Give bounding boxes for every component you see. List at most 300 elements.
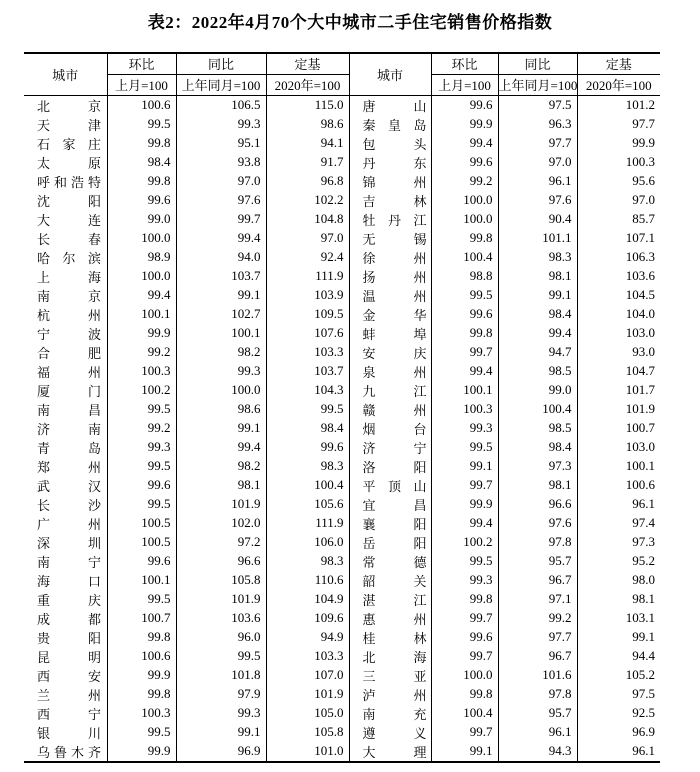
table-row — [24, 210, 660, 229]
base-value-cell: 99.6 — [266, 438, 349, 457]
base-value-cell: 106.0 — [266, 533, 349, 552]
base-value-cell: 96.1 — [577, 742, 660, 762]
base-value-cell: 104.8 — [266, 210, 349, 229]
city-cell — [349, 457, 431, 476]
mom-value-cell: 99.5 — [107, 400, 176, 419]
city-cell — [24, 628, 107, 647]
table-row — [24, 267, 660, 286]
city-name: 成都 — [37, 611, 101, 627]
city-cell — [24, 514, 107, 533]
mom-value-cell: 99.4 — [431, 134, 498, 153]
city-cell — [24, 400, 107, 419]
yoy-value-cell: 97.5 — [498, 95, 577, 115]
city-name: 无锡 — [362, 231, 427, 247]
table-row — [24, 552, 660, 571]
city-cell — [349, 438, 431, 457]
table-header — [24, 53, 660, 95]
base-value-cell: 109.5 — [266, 305, 349, 324]
base-value-cell: 103.0 — [577, 324, 660, 343]
mom-value-cell: 99.6 — [431, 628, 498, 647]
city-cell — [24, 571, 107, 590]
city-name: 乌鲁木齐 — [37, 744, 101, 760]
base-value-cell: 98.0 — [577, 571, 660, 590]
yoy-value-cell: 96.1 — [498, 723, 577, 742]
city-name: 深圳 — [37, 535, 101, 551]
city-cell — [349, 362, 431, 381]
base-value-cell: 101.9 — [577, 400, 660, 419]
mom-value-cell: 99.7 — [431, 723, 498, 742]
base-value-cell: 110.6 — [266, 571, 349, 590]
city-name: 南宁 — [37, 554, 101, 570]
city-cell — [24, 172, 107, 191]
city-cell — [24, 476, 107, 495]
yoy-value-cell: 102.0 — [176, 514, 266, 533]
base-value-cell: 97.3 — [577, 533, 660, 552]
mom-value-cell: 99.7 — [431, 476, 498, 495]
mom-value-cell: 99.2 — [107, 419, 176, 438]
yoy-value-cell: 94.3 — [498, 742, 577, 762]
city-cell — [24, 343, 107, 362]
yoy-value-cell: 95.1 — [176, 134, 266, 153]
base-value-cell: 111.9 — [266, 514, 349, 533]
city-name: 安庆 — [362, 345, 427, 361]
yoy-value-cell: 98.1 — [498, 476, 577, 495]
header-mom-left: 环比 — [107, 53, 176, 74]
base-value-cell: 105.8 — [266, 723, 349, 742]
mom-value-cell: 100.2 — [107, 381, 176, 400]
header-row-sub — [24, 74, 660, 95]
mom-value-cell: 99.9 — [107, 742, 176, 762]
city-cell — [24, 609, 107, 628]
city-cell — [24, 191, 107, 210]
table-row — [24, 362, 660, 381]
base-value-cell: 95.2 — [577, 552, 660, 571]
mom-value-cell: 99.5 — [107, 723, 176, 742]
yoy-value-cell: 99.3 — [176, 362, 266, 381]
table-row — [24, 476, 660, 495]
city-cell — [349, 229, 431, 248]
table-row — [24, 229, 660, 248]
city-cell — [349, 495, 431, 514]
city-name: 赣州 — [362, 402, 427, 418]
base-value-cell: 107.0 — [266, 666, 349, 685]
header-yoy-left: 同比 — [176, 53, 266, 74]
city-name: 平顶山 — [362, 478, 427, 494]
yoy-value-cell: 99.5 — [176, 647, 266, 666]
city-name: 海口 — [37, 573, 101, 589]
city-name: 郑州 — [37, 459, 101, 475]
city-name: 泸州 — [362, 687, 427, 703]
city-cell — [349, 305, 431, 324]
mom-value-cell: 99.8 — [107, 628, 176, 647]
city-cell — [349, 723, 431, 742]
mom-value-cell: 100.0 — [107, 267, 176, 286]
price-index-table — [24, 52, 660, 763]
base-value-cell: 105.6 — [266, 495, 349, 514]
city-cell — [349, 552, 431, 571]
table-row — [24, 685, 660, 704]
base-value-cell: 109.6 — [266, 609, 349, 628]
city-name: 西安 — [37, 668, 101, 684]
yoy-value-cell: 98.4 — [498, 305, 577, 324]
base-value-cell: 107.6 — [266, 324, 349, 343]
mom-value-cell: 99.8 — [107, 172, 176, 191]
mom-value-cell: 99.3 — [107, 438, 176, 457]
city-name: 青岛 — [37, 440, 101, 456]
table-row — [24, 628, 660, 647]
city-name: 北京 — [37, 98, 101, 114]
city-name: 惠州 — [362, 611, 427, 627]
mom-value-cell: 100.2 — [431, 533, 498, 552]
base-value-cell: 97.4 — [577, 514, 660, 533]
city-name: 昆明 — [37, 649, 101, 665]
yoy-value-cell: 97.7 — [498, 628, 577, 647]
city-cell — [24, 723, 107, 742]
mom-value-cell: 99.9 — [107, 324, 176, 343]
mom-value-cell: 100.1 — [431, 381, 498, 400]
header-base-sub-right: 2020年=100 — [577, 74, 660, 95]
city-name: 三亚 — [362, 668, 427, 684]
table-row — [24, 533, 660, 552]
base-value-cell: 106.3 — [577, 248, 660, 267]
city-cell — [24, 286, 107, 305]
city-name: 福州 — [37, 364, 101, 380]
mom-value-cell: 99.3 — [431, 571, 498, 590]
yoy-value-cell: 98.3 — [498, 248, 577, 267]
table-row — [24, 248, 660, 267]
yoy-value-cell: 96.7 — [498, 571, 577, 590]
city-name: 岳阳 — [362, 535, 427, 551]
yoy-value-cell: 99.3 — [176, 704, 266, 723]
base-value-cell: 103.3 — [266, 343, 349, 362]
mom-value-cell: 98.9 — [107, 248, 176, 267]
base-value-cell: 103.0 — [577, 438, 660, 457]
city-cell — [349, 95, 431, 115]
city-name: 哈尔滨 — [37, 250, 101, 266]
yoy-value-cell: 96.1 — [498, 172, 577, 191]
city-cell — [24, 210, 107, 229]
mom-value-cell: 100.6 — [107, 95, 176, 115]
city-name: 西宁 — [37, 706, 101, 722]
city-cell — [349, 267, 431, 286]
city-cell — [349, 609, 431, 628]
mom-value-cell: 100.0 — [107, 229, 176, 248]
mom-value-cell: 100.5 — [107, 514, 176, 533]
table-row — [24, 590, 660, 609]
base-value-cell: 100.3 — [577, 153, 660, 172]
city-cell — [349, 704, 431, 723]
yoy-value-cell: 97.9 — [176, 685, 266, 704]
table-row — [24, 191, 660, 210]
yoy-value-cell: 96.9 — [176, 742, 266, 762]
city-cell — [24, 229, 107, 248]
yoy-value-cell: 96.6 — [176, 552, 266, 571]
city-cell — [349, 647, 431, 666]
header-yoy-right: 同比 — [498, 53, 577, 74]
yoy-value-cell: 98.1 — [176, 476, 266, 495]
city-name: 重庆 — [37, 592, 101, 608]
mom-value-cell: 99.0 — [107, 210, 176, 229]
yoy-value-cell: 99.1 — [498, 286, 577, 305]
city-cell — [349, 191, 431, 210]
city-name: 牡丹江 — [362, 212, 427, 228]
mom-value-cell: 98.8 — [431, 267, 498, 286]
mom-value-cell: 99.6 — [431, 95, 498, 115]
base-value-cell: 101.7 — [577, 381, 660, 400]
city-cell — [349, 134, 431, 153]
city-cell — [24, 305, 107, 324]
base-value-cell: 103.9 — [266, 286, 349, 305]
table-row — [24, 95, 660, 115]
city-cell — [24, 552, 107, 571]
yoy-value-cell: 95.7 — [498, 704, 577, 723]
city-cell — [349, 419, 431, 438]
city-cell — [24, 267, 107, 286]
city-name: 包头 — [362, 136, 427, 152]
city-name: 扬州 — [362, 269, 427, 285]
mom-value-cell: 100.4 — [431, 704, 498, 723]
base-value-cell: 97.5 — [577, 685, 660, 704]
base-value-cell: 101.0 — [266, 742, 349, 762]
city-name: 丹东 — [362, 155, 427, 171]
mom-value-cell: 99.3 — [431, 419, 498, 438]
mom-value-cell: 99.8 — [431, 324, 498, 343]
mom-value-cell: 99.9 — [107, 666, 176, 685]
base-value-cell: 96.8 — [266, 172, 349, 191]
city-name: 韶关 — [362, 573, 427, 589]
header-mom-sub-right: 上月=100 — [431, 74, 498, 95]
yoy-value-cell: 105.8 — [176, 571, 266, 590]
city-cell — [24, 381, 107, 400]
base-value-cell: 103.3 — [266, 647, 349, 666]
city-name: 厦门 — [37, 383, 101, 399]
table-row — [24, 153, 660, 172]
yoy-value-cell: 99.3 — [176, 115, 266, 134]
mom-value-cell: 99.8 — [431, 685, 498, 704]
city-name: 蚌埠 — [362, 326, 427, 342]
yoy-value-cell: 97.6 — [498, 191, 577, 210]
base-value-cell: 100.4 — [266, 476, 349, 495]
city-cell — [24, 590, 107, 609]
mom-value-cell: 99.5 — [431, 552, 498, 571]
city-cell — [349, 628, 431, 647]
mom-value-cell: 99.8 — [431, 229, 498, 248]
base-value-cell: 100.7 — [577, 419, 660, 438]
header-mom-right: 环比 — [431, 53, 498, 74]
yoy-value-cell: 106.5 — [176, 95, 266, 115]
mom-value-cell: 99.2 — [431, 172, 498, 191]
yoy-value-cell: 94.0 — [176, 248, 266, 267]
base-value-cell: 92.5 — [577, 704, 660, 723]
base-value-cell: 102.2 — [266, 191, 349, 210]
mom-value-cell: 99.1 — [431, 457, 498, 476]
mom-value-cell: 99.5 — [107, 495, 176, 514]
city-name: 大理 — [362, 744, 427, 760]
city-name: 南充 — [362, 706, 427, 722]
city-name: 北海 — [362, 649, 427, 665]
yoy-value-cell: 101.8 — [176, 666, 266, 685]
city-name: 武汉 — [37, 478, 101, 494]
city-name: 太原 — [37, 155, 101, 171]
yoy-value-cell: 97.2 — [176, 533, 266, 552]
city-name: 南昌 — [37, 402, 101, 418]
city-name: 锦州 — [362, 174, 427, 190]
city-cell — [349, 324, 431, 343]
mom-value-cell: 99.6 — [431, 153, 498, 172]
table-row — [24, 305, 660, 324]
yoy-value-cell: 100.1 — [176, 324, 266, 343]
yoy-value-cell: 99.1 — [176, 286, 266, 305]
city-cell — [349, 286, 431, 305]
base-value-cell: 98.3 — [266, 457, 349, 476]
yoy-value-cell: 99.2 — [498, 609, 577, 628]
table-row — [24, 286, 660, 305]
yoy-value-cell: 97.0 — [498, 153, 577, 172]
table-row — [24, 495, 660, 514]
yoy-value-cell: 97.7 — [498, 134, 577, 153]
base-value-cell: 97.7 — [577, 115, 660, 134]
city-cell — [349, 381, 431, 400]
header-base-right: 定基 — [577, 53, 660, 74]
base-value-cell: 99.5 — [266, 400, 349, 419]
yoy-value-cell: 96.0 — [176, 628, 266, 647]
yoy-value-cell: 97.6 — [176, 191, 266, 210]
yoy-value-cell: 99.4 — [176, 438, 266, 457]
base-value-cell: 105.2 — [577, 666, 660, 685]
base-value-cell: 92.4 — [266, 248, 349, 267]
mom-value-cell: 99.5 — [431, 438, 498, 457]
header-mom-sub-left: 上月=100 — [107, 74, 176, 95]
city-name: 湛江 — [362, 592, 427, 608]
city-name: 金华 — [362, 307, 427, 323]
table-row — [24, 172, 660, 191]
mom-value-cell: 100.5 — [107, 533, 176, 552]
base-value-cell: 93.0 — [577, 343, 660, 362]
base-value-cell: 98.1 — [577, 590, 660, 609]
yoy-value-cell: 97.6 — [498, 514, 577, 533]
yoy-value-cell: 103.7 — [176, 267, 266, 286]
base-value-cell: 98.3 — [266, 552, 349, 571]
header-yoy-sub-left: 上年同月=100 — [176, 74, 266, 95]
city-cell — [24, 666, 107, 685]
base-value-cell: 105.0 — [266, 704, 349, 723]
yoy-value-cell: 97.1 — [498, 590, 577, 609]
table-row — [24, 419, 660, 438]
mom-value-cell: 100.6 — [107, 647, 176, 666]
city-cell — [24, 153, 107, 172]
base-value-cell: 98.4 — [266, 419, 349, 438]
mom-value-cell: 99.7 — [431, 647, 498, 666]
table-row — [24, 704, 660, 723]
mom-value-cell: 99.5 — [107, 115, 176, 134]
yoy-value-cell: 96.3 — [498, 115, 577, 134]
city-name: 桂林 — [362, 630, 427, 646]
yoy-value-cell: 101.6 — [498, 666, 577, 685]
city-cell — [349, 590, 431, 609]
base-value-cell: 104.3 — [266, 381, 349, 400]
base-value-cell: 94.9 — [266, 628, 349, 647]
yoy-value-cell: 102.7 — [176, 305, 266, 324]
mom-value-cell: 99.6 — [107, 191, 176, 210]
table-row — [24, 438, 660, 457]
base-value-cell: 99.1 — [577, 628, 660, 647]
base-value-cell: 103.6 — [577, 267, 660, 286]
mom-value-cell: 99.5 — [107, 457, 176, 476]
yoy-value-cell: 100.0 — [176, 381, 266, 400]
yoy-value-cell: 97.3 — [498, 457, 577, 476]
city-cell — [24, 362, 107, 381]
header-base-sub-left: 2020年=100 — [266, 74, 349, 95]
mom-value-cell: 100.3 — [107, 362, 176, 381]
city-cell — [349, 571, 431, 590]
base-value-cell: 96.1 — [577, 495, 660, 514]
city-cell — [24, 742, 107, 762]
mom-value-cell: 100.0 — [431, 666, 498, 685]
yoy-value-cell: 96.6 — [498, 495, 577, 514]
mom-value-cell: 98.4 — [107, 153, 176, 172]
city-cell — [349, 666, 431, 685]
city-name: 秦皇岛 — [362, 117, 427, 133]
city-cell — [349, 172, 431, 191]
yoy-value-cell: 99.4 — [498, 324, 577, 343]
city-cell — [24, 95, 107, 115]
city-name: 唐山 — [362, 98, 427, 114]
mom-value-cell: 100.1 — [107, 305, 176, 324]
base-value-cell: 94.1 — [266, 134, 349, 153]
table-row — [24, 381, 660, 400]
base-value-cell: 94.4 — [577, 647, 660, 666]
city-name: 温州 — [362, 288, 427, 304]
mom-value-cell: 99.6 — [107, 476, 176, 495]
yoy-value-cell: 98.4 — [498, 438, 577, 457]
yoy-value-cell: 99.4 — [176, 229, 266, 248]
yoy-value-cell: 98.2 — [176, 343, 266, 362]
city-cell — [349, 400, 431, 419]
table-row — [24, 115, 660, 134]
yoy-value-cell: 101.9 — [176, 590, 266, 609]
city-name: 银川 — [37, 725, 101, 741]
city-name: 济宁 — [362, 440, 427, 456]
base-value-cell: 97.0 — [577, 191, 660, 210]
header-row-top — [24, 53, 660, 74]
city-name: 大连 — [37, 212, 101, 228]
city-name: 贵阳 — [37, 630, 101, 646]
mom-value-cell: 99.5 — [431, 286, 498, 305]
city-name: 洛阳 — [362, 459, 427, 475]
city-cell — [24, 457, 107, 476]
city-cell — [24, 134, 107, 153]
table-row — [24, 571, 660, 590]
yoy-value-cell: 97.0 — [176, 172, 266, 191]
yoy-value-cell: 101.9 — [176, 495, 266, 514]
table-row — [24, 742, 660, 762]
city-name: 长沙 — [37, 497, 101, 513]
city-name: 上海 — [37, 269, 101, 285]
mom-value-cell: 100.0 — [431, 191, 498, 210]
yoy-value-cell: 98.5 — [498, 362, 577, 381]
mom-value-cell: 99.8 — [107, 685, 176, 704]
table-row — [24, 343, 660, 362]
mom-value-cell: 99.8 — [107, 134, 176, 153]
mom-value-cell: 99.9 — [431, 495, 498, 514]
base-value-cell: 101.9 — [266, 685, 349, 704]
base-value-cell: 97.0 — [266, 229, 349, 248]
mom-value-cell: 99.4 — [107, 286, 176, 305]
mom-value-cell: 99.7 — [431, 609, 498, 628]
city-name: 长春 — [37, 231, 101, 247]
mom-value-cell: 99.7 — [431, 343, 498, 362]
base-value-cell: 96.9 — [577, 723, 660, 742]
